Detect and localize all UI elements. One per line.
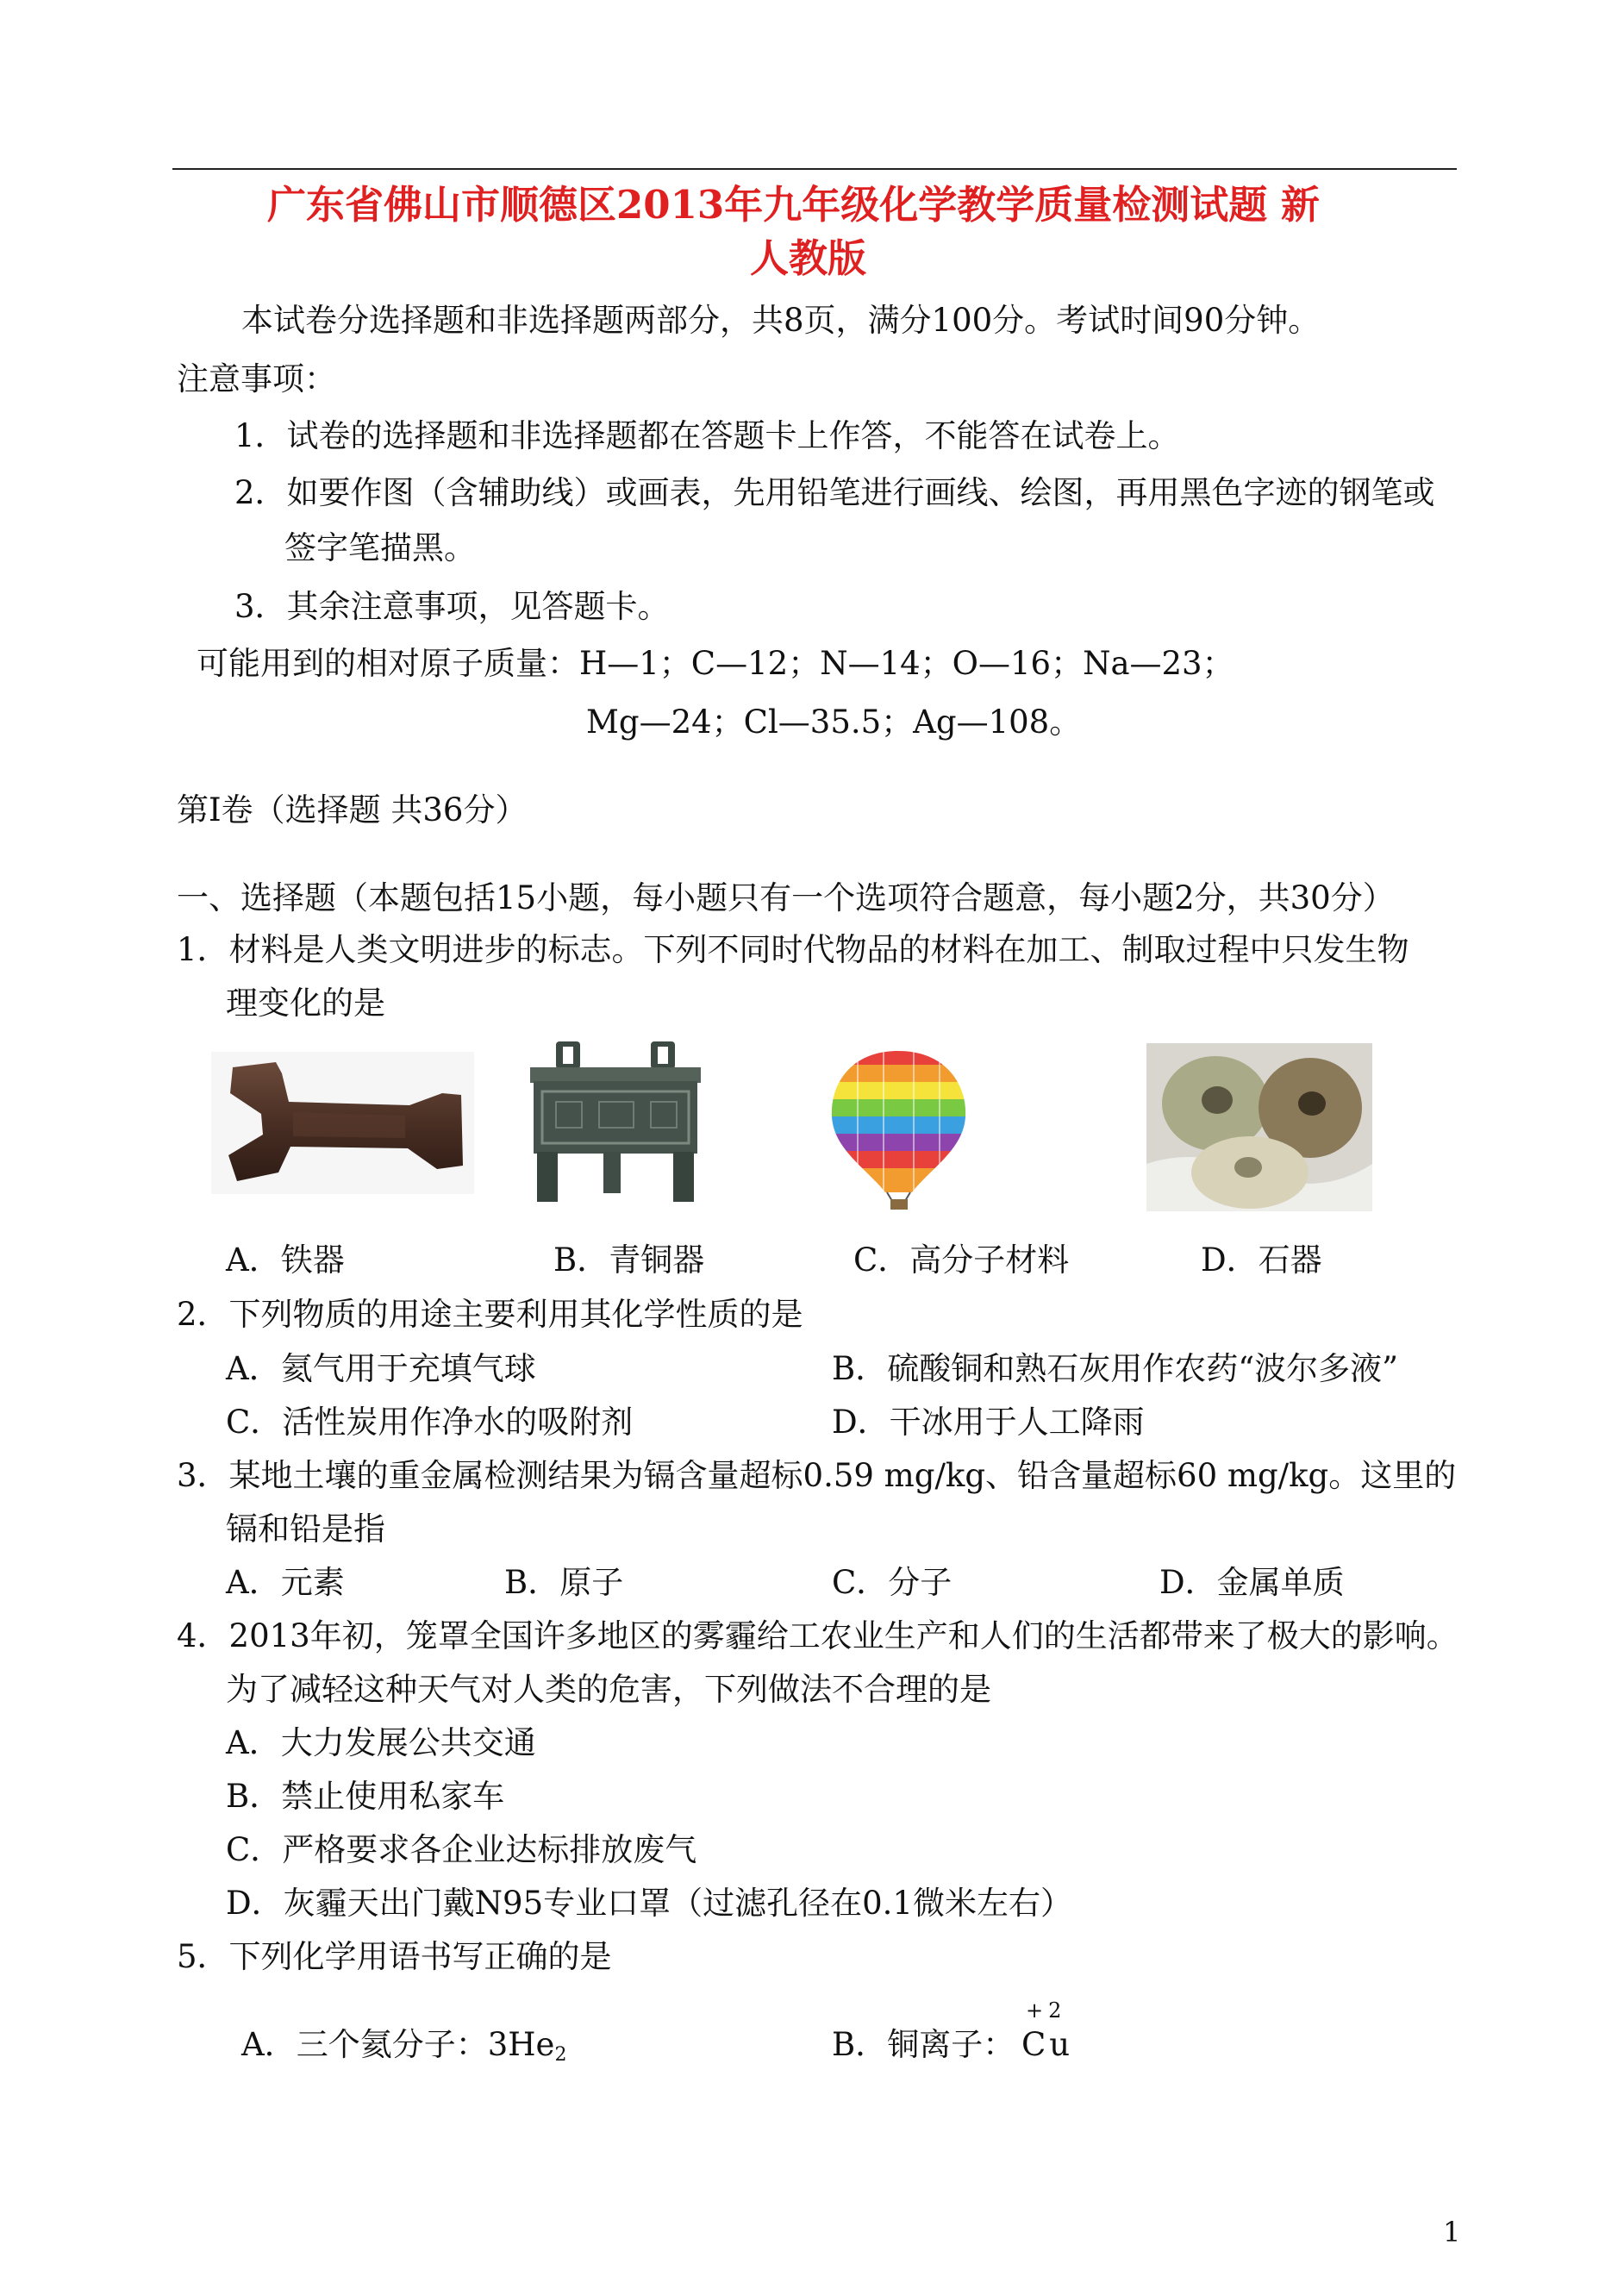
q1-option-c: C．高分子材料 [853,1241,1070,1279]
part1-heading: 一、选择题（本题包括15小题，每小题只有一个选项符合题意，每小题2分，共30分） [177,879,1395,916]
page-title-line2: 人教版 [750,235,867,281]
note-1: 1．试卷的选择题和非选择题都在答题卡上作答，不能答在试卷上。 [234,417,1180,454]
q1-option-b: B．青铜器 [553,1241,705,1279]
stone-tools-image [1146,1043,1372,1211]
q5-option-a-subscript: 2 [554,2044,567,2066]
note-2-line1: 2．如要作图（含辅助线）或画表，先用铅笔进行画线、绘图，再用黑色字迹的钢笔或 [234,474,1435,511]
atomic-mass-line1: 可能用到的相对原子质量：H—1；C—12；N—14；O—16；Na—23； [197,645,1234,682]
q3-stem-line1: 3．某地土壤的重金属检测结果为镉含量超标0.59 mg/kg、铅含量超标60 mg/kg。这里的 [177,1457,1457,1494]
q5-option-b-symbol: Cu [1021,2026,1074,2063]
q2-stem: 2．下列物质的用途主要利用其化学性质的是 [177,1296,803,1333]
q5-option-a-formula: 3He [487,2026,555,2063]
q4-option-c: C．严格要求各企业达标排放废气 [226,1831,697,1868]
intro-text: 本试卷分选择题和非选择题两部分，共8页，满分100分。考试时间90分钟。 [241,302,1321,339]
q5-option-a [241,2026,566,2074]
q1-stem-line2: 理变化的是 [226,985,385,1022]
page-title-line1: 广东省佛山市顺德区2013年九年级化学教学质量检测试题 新 [267,182,1320,228]
q4-stem-line1: 4．2013年初，笼罩全国许多地区的雾霾给工农业生产和人们的生活都带来了极大的影响。 [177,1617,1458,1654]
q5-option-b [832,2026,1015,2064]
hot-air-balloon-image [823,1047,974,1211]
q5-option-a-label: A．三个氦分子： [241,2026,488,2063]
q3-option-b: B．原子 [504,1564,624,1601]
page-number: 1 [1443,2216,1461,2248]
q5-stem: 5．下列化学用语书写正确的是 [177,1938,612,1975]
q2-option-d: D．干冰用于人工降雨 [832,1404,1145,1441]
atomic-mass-line2: Mg—24；Cl—35.5；Ag—108。 [586,704,1082,741]
q4-option-b: B．禁止使用私家车 [226,1778,505,1815]
header-rule [172,168,1457,170]
q2-option-a: A．氦气用于充填气球 [226,1350,536,1387]
q5-option-b-label: B．铜离子： [832,2026,1015,2063]
q1-option-d: D．石器 [1201,1241,1322,1279]
section-heading: 第Ⅰ卷（选择题 共36分） [177,791,528,829]
q4-option-d: D．灰霾天出门戴N95专业口罩（过滤孔径在0.1微米左右） [226,1885,1072,1922]
note-2-line2: 签字笔描黑。 [284,529,476,566]
q3-option-d: D．金属单质 [1159,1564,1345,1601]
notes-heading: 注意事项： [177,360,336,397]
q2-option-c: C．活性炭用作净水的吸附剂 [226,1404,634,1441]
bronze-vessel-image [522,1041,709,1205]
q3-option-c: C．分子 [832,1564,953,1601]
q3-option-a: A．元素 [226,1564,345,1601]
q4-option-a: A．大力发展公共交通 [226,1724,536,1761]
q5-option-b-charge: +2 [1026,1998,1067,2023]
q3-stem-line2: 镉和铅是指 [226,1510,385,1548]
q1-option-a: A．铁器 [226,1241,345,1279]
q2-option-b: B．硫酸铜和熟石灰用作农药“波尔多液” [832,1350,1399,1387]
q1-stem-line1: 1．材料是人类文明进步的标志。下列不同时代物品的材料在加工、制取过程中只发生物 [177,931,1409,968]
q4-stem-line2: 为了减轻这种天气对人类的危害，下列做法不合理的是 [226,1671,991,1708]
iron-tool-image [211,1052,474,1194]
note-3: 3．其余注意事项，见答题卡。 [234,588,670,625]
